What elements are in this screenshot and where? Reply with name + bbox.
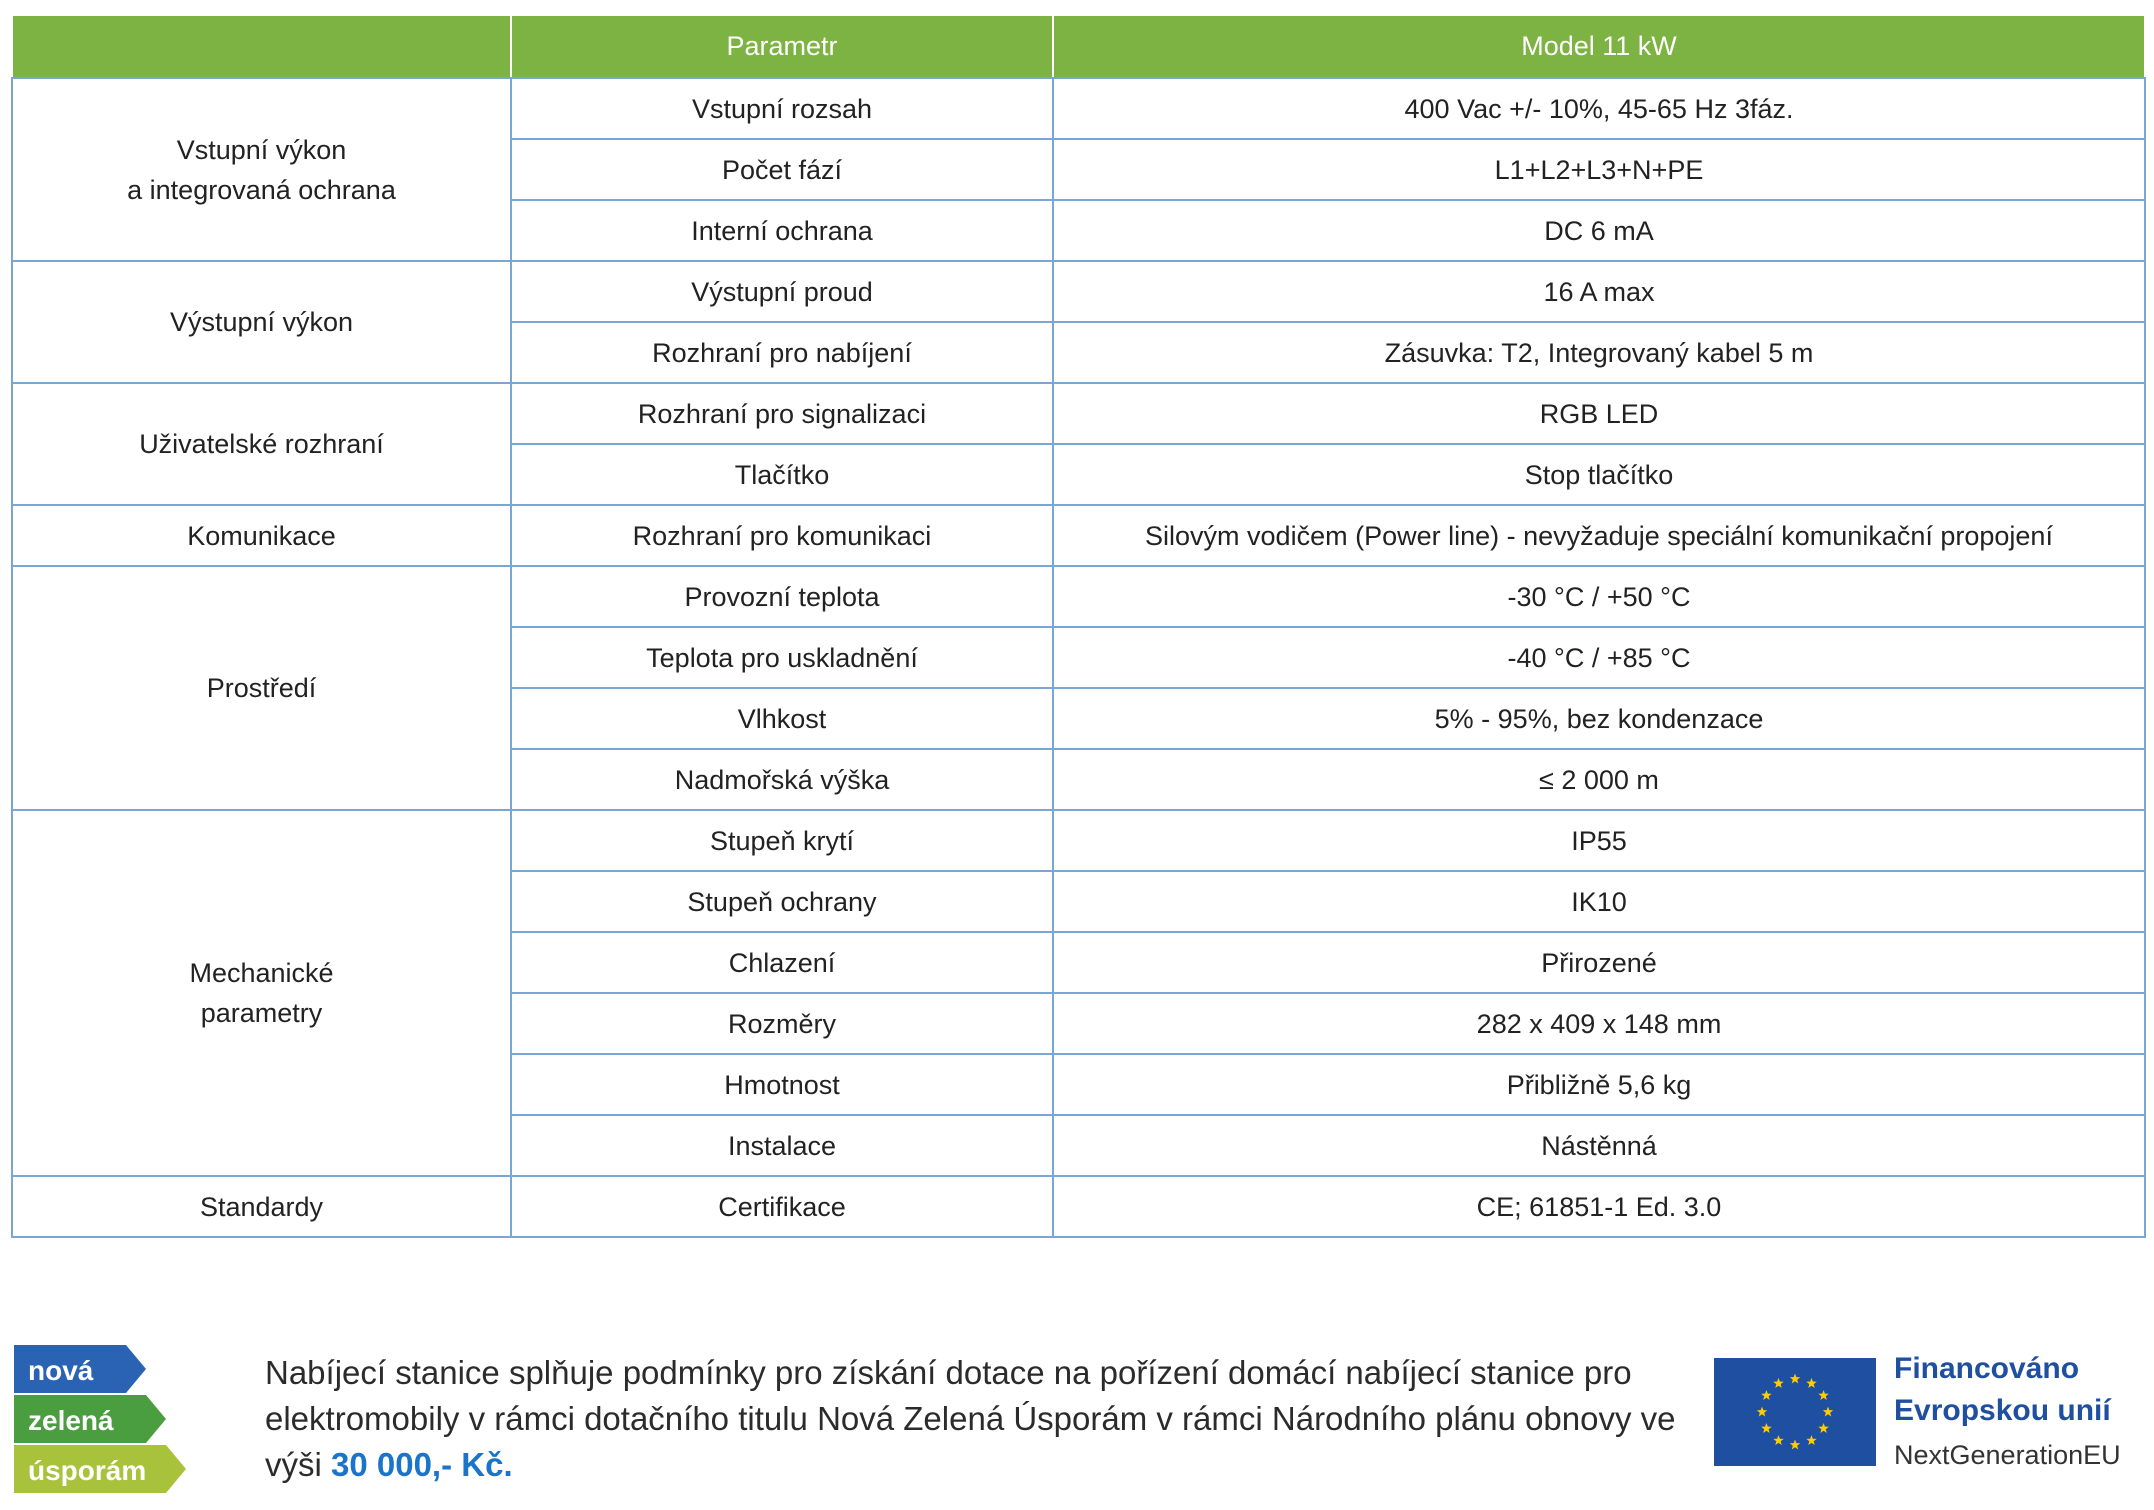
nzu-word-3: úsporám: [28, 1455, 147, 1486]
eu-star-icon: [1806, 1435, 1816, 1445]
eu-star-icon: [1757, 1407, 1767, 1417]
value-cell: L1+L2+L3+N+PE: [1053, 139, 2145, 200]
category-cell: Vstupní výkon a integrovaná ochrana: [12, 78, 511, 261]
parameter-cell: Rozhraní pro signalizaci: [511, 383, 1053, 444]
parameter-cell: Rozhraní pro komunikaci: [511, 505, 1053, 566]
table-row: [12, 566, 2145, 627]
parameter-cell: Chlazení: [511, 932, 1053, 993]
value-cell: IP55: [1053, 810, 2145, 871]
subsidy-notice: [265, 1350, 1685, 1488]
header-row: [12, 15, 2145, 78]
subsidy-amount: 30 000,- Kč.: [331, 1446, 513, 1483]
value-cell: Nástěnná: [1053, 1115, 2145, 1176]
nzu-word-1: nová: [28, 1355, 94, 1386]
category-cell: Komunikace: [12, 505, 511, 566]
value-cell: 400 Vac +/- 10%, 45-65 Hz 3fáz.: [1053, 78, 2145, 139]
parameter-cell: Nadmořská výška: [511, 749, 1053, 810]
eu-star-icon: [1818, 1423, 1828, 1433]
eu-funding-line-1: Financováno: [1894, 1352, 2080, 1385]
parameter-cell: Stupeň ochrany: [511, 871, 1053, 932]
value-cell: DC 6 mA: [1053, 200, 2145, 261]
parameter-cell: Počet fází: [511, 139, 1053, 200]
parameter-cell: Stupeň krytí: [511, 810, 1053, 871]
value-cell: 16 A max: [1053, 261, 2145, 322]
table-body: [12, 78, 2145, 1237]
eu-star-icon: [1823, 1407, 1833, 1417]
category-cell: Standardy: [12, 1176, 511, 1237]
nzu-word-2: zelená: [28, 1405, 114, 1436]
table-row: [12, 505, 2145, 566]
table-row: [12, 383, 2145, 444]
spec-table: [11, 14, 2146, 1238]
value-cell: Přirozené: [1053, 932, 2145, 993]
header-category: [12, 15, 511, 78]
parameter-cell: Certifikace: [511, 1176, 1053, 1237]
value-cell: Stop tlačítko: [1053, 444, 2145, 505]
table-row: [12, 261, 2145, 322]
category-cell: Mechanické parametry: [12, 810, 511, 1176]
parameter-cell: Provozní teplota: [511, 566, 1053, 627]
subsidy-text: Nabíjecí stanice splňuje podmínky pro získání dotace na pořízení domácí nabíjecí stanice pro elektromobily v rámci dotačního titulu Nová Zelená Úsporám v rámci Národního plánu obnovy ve výši: [265, 1354, 1676, 1483]
parameter-cell: Vlhkost: [511, 688, 1053, 749]
value-cell: Silovým vodičem (Power line) - nevyžaduje speciální komunikační propojení: [1053, 505, 2145, 566]
value-cell: 5% - 95%, bez kondenzace: [1053, 688, 2145, 749]
eu-star-icon: [1790, 1440, 1800, 1450]
category-cell: Uživatelské rozhraní: [12, 383, 511, 505]
header-parametr: Parametr: [511, 15, 1053, 78]
eu-star-icon: [1761, 1390, 1771, 1400]
value-cell: RGB LED: [1053, 383, 2145, 444]
parameter-cell: Vstupní rozsah: [511, 78, 1053, 139]
value-cell: Zásuvka: T2, Integrovaný kabel 5 m: [1053, 322, 2145, 383]
parameter-cell: Rozměry: [511, 993, 1053, 1054]
value-cell: -40 °C / +85 °C: [1053, 627, 2145, 688]
eu-star-icon: [1818, 1390, 1828, 1400]
eu-star-icon: [1773, 1435, 1783, 1445]
value-cell: ≤ 2 000 m: [1053, 749, 2145, 810]
eu-star-icon: [1773, 1378, 1783, 1388]
value-cell: 282 x 409 x 148 mm: [1053, 993, 2145, 1054]
eu-star-icon: [1790, 1374, 1800, 1384]
parameter-cell: Instalace: [511, 1115, 1053, 1176]
value-cell: Přibližně 5,6 kg: [1053, 1054, 2145, 1115]
eu-next-generation: NextGenerationEU: [1894, 1440, 2121, 1470]
table-row: [12, 810, 2145, 871]
category-cell: Prostředí: [12, 566, 511, 810]
value-cell: CE; 61851-1 Ed. 3.0: [1053, 1176, 2145, 1237]
parameter-cell: Hmotnost: [511, 1054, 1053, 1115]
eu-flag-icon: [1714, 1358, 1876, 1466]
header-model: Model 11 kW: [1053, 15, 2145, 78]
parameter-cell: Výstupní proud: [511, 261, 1053, 322]
table-header: [12, 15, 2145, 78]
category-cell: Výstupní výkon: [12, 261, 511, 383]
footer: [0, 1340, 2154, 1510]
eu-funding-line-2: Evropskou unií: [1894, 1394, 2111, 1427]
eu-star-icon: [1806, 1378, 1816, 1388]
parameter-cell: Rozhraní pro nabíjení: [511, 322, 1053, 383]
parameter-cell: Teplota pro uskladnění: [511, 627, 1053, 688]
parameter-cell: Interní ochrana: [511, 200, 1053, 261]
nova-zelena-usporam-logo: [14, 1340, 194, 1495]
parameter-cell: Tlačítko: [511, 444, 1053, 505]
value-cell: -30 °C / +50 °C: [1053, 566, 2145, 627]
table-row: [12, 78, 2145, 139]
value-cell: IK10: [1053, 871, 2145, 932]
table-row: [12, 1176, 2145, 1237]
eu-star-icon: [1761, 1423, 1771, 1433]
